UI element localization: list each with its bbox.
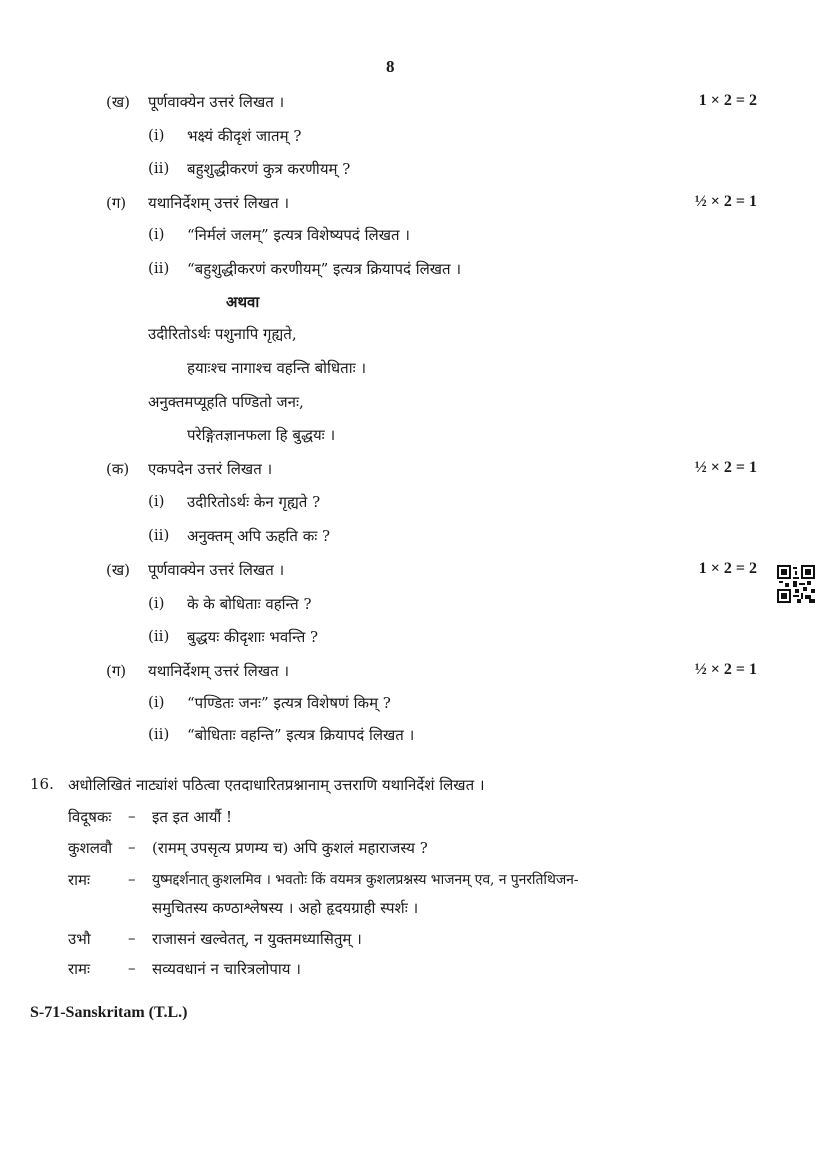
item-num: (ii) bbox=[148, 159, 170, 177]
dialogue-dash: – bbox=[128, 870, 136, 888]
section-instruction: पूर्णवाक्येन उत्तरं लिखत । bbox=[148, 93, 285, 111]
marks: ½ × 2 = 1 bbox=[694, 193, 757, 210]
question-prompt: अधोलिखितं नाट्यांशं पठित्वा एतदाधारितप्रश्नानाम् उत्तराणि यथानिर्देशं लिखत । bbox=[68, 776, 485, 794]
section-label: (क) bbox=[106, 460, 130, 478]
dialogue-line: युष्मद्दर्शनात् कुशलमिव । भवतोः किं वयमत्र कुशलप्रश्नस्य भाजनम् एव, न पुनरतिथिजन- bbox=[152, 872, 579, 888]
dialogue-dash: – bbox=[128, 959, 136, 977]
item-num: (i) bbox=[148, 225, 165, 243]
section-label: (ख) bbox=[106, 561, 130, 579]
item-num: (ii) bbox=[148, 725, 170, 743]
marks: 1 × 2 = 2 bbox=[698, 560, 757, 577]
item-num: (ii) bbox=[148, 526, 170, 544]
item-text: “पण्डितः जनः” इत्यत्र विशेषणं किम् ? bbox=[187, 694, 391, 712]
item-text: अनुक्तम् अपि ऊहति कः ? bbox=[187, 527, 331, 545]
item-text: के के बोधिताः वहन्ति ? bbox=[187, 595, 312, 613]
question-number: 16. bbox=[30, 775, 54, 793]
page-number: 8 bbox=[386, 57, 395, 76]
dialogue-line: समुचितस्य कण्ठाश्लेषस्य । अहो हृदयग्राही स्पर्शः । bbox=[152, 899, 419, 917]
marks: 1 × 2 = 2 bbox=[698, 92, 757, 109]
section-instruction: यथानिर्देशम् उत्तरं लिखत । bbox=[148, 662, 290, 680]
item-num: (i) bbox=[148, 492, 165, 510]
item-text: “बोधिताः वहन्ति” इत्यत्र क्रियापदं लिखत । bbox=[187, 726, 415, 744]
dialogue-line: राजासनं खल्वेतत्, न युक्तमध्यासितुम् । bbox=[152, 930, 362, 948]
dialogue-speaker: रामः bbox=[68, 871, 91, 889]
item-text: बुद्धयः कीदृशाः भवन्ति ? bbox=[187, 628, 319, 646]
paper-code-footer: S-71-Sanskritam (T.L.) bbox=[30, 1004, 188, 1021]
section-label: (ग) bbox=[106, 194, 127, 212]
item-text: “बहुशुद्धीकरणं करणीयम्” इत्यत्र क्रियापदं लिखत । bbox=[187, 260, 462, 278]
section-instruction: यथानिर्देशम् उत्तरं लिखत । bbox=[148, 194, 290, 212]
item-num: (i) bbox=[148, 594, 165, 612]
item-text: “निर्मलं जलम्” इत्यत्र विशेष्यपदं लिखत । bbox=[187, 226, 410, 244]
dialogue-dash: – bbox=[128, 807, 136, 825]
section-instruction: एकपदेन उत्तरं लिखत । bbox=[148, 460, 273, 478]
dialogue-line: (रामम् उपसृत्य प्रणम्य च) अपि कुशलं महाराजस्य ? bbox=[152, 839, 428, 857]
athava-heading: अथवा bbox=[226, 293, 260, 311]
verse-line: परेङ्गितज्ञानफला हि बुद्धयः । bbox=[187, 426, 336, 444]
dialogue-speaker: कुशलवौ bbox=[68, 839, 113, 857]
item-num: (i) bbox=[148, 126, 165, 144]
marks: ½ × 2 = 1 bbox=[694, 459, 757, 476]
dialogue-line: सव्यवधानं न चारित्रलोपाय । bbox=[152, 960, 301, 978]
item-text: उदीरितोऽर्थः केन गृह्यते ? bbox=[187, 493, 321, 511]
dialogue-dash: – bbox=[128, 929, 136, 947]
section-label: (ख) bbox=[106, 93, 130, 111]
section-instruction: पूर्णवाक्येन उत्तरं लिखत । bbox=[148, 561, 285, 579]
dialogue-line: इत इत आर्यौ ! bbox=[152, 808, 233, 826]
marks: ½ × 2 = 1 bbox=[694, 661, 757, 678]
item-text: भक्ष्यं कीदृशं जातम् ? bbox=[187, 127, 302, 145]
verse-line: हयाःश्च नागाश्च वहन्ति बोधिताः । bbox=[187, 359, 367, 377]
section-label: (ग) bbox=[106, 662, 127, 680]
verse-line: उदीरितोऽर्थः पशुनापि गृह्यते, bbox=[148, 325, 297, 343]
item-num: (ii) bbox=[148, 627, 170, 645]
qr-code-icon bbox=[777, 565, 815, 603]
item-num: (ii) bbox=[148, 259, 170, 277]
dialogue-speaker: उभौ bbox=[68, 930, 91, 948]
dialogue-speaker: रामः bbox=[68, 960, 91, 978]
verse-line: अनुक्तमप्यूहति पण्डितो जनः, bbox=[148, 393, 304, 411]
dialogue-dash: – bbox=[128, 838, 136, 856]
item-text: बहुशुद्धीकरणं कुत्र करणीयम् ? bbox=[187, 160, 351, 178]
item-num: (i) bbox=[148, 693, 165, 711]
dialogue-speaker: विदूषकः bbox=[68, 808, 112, 826]
